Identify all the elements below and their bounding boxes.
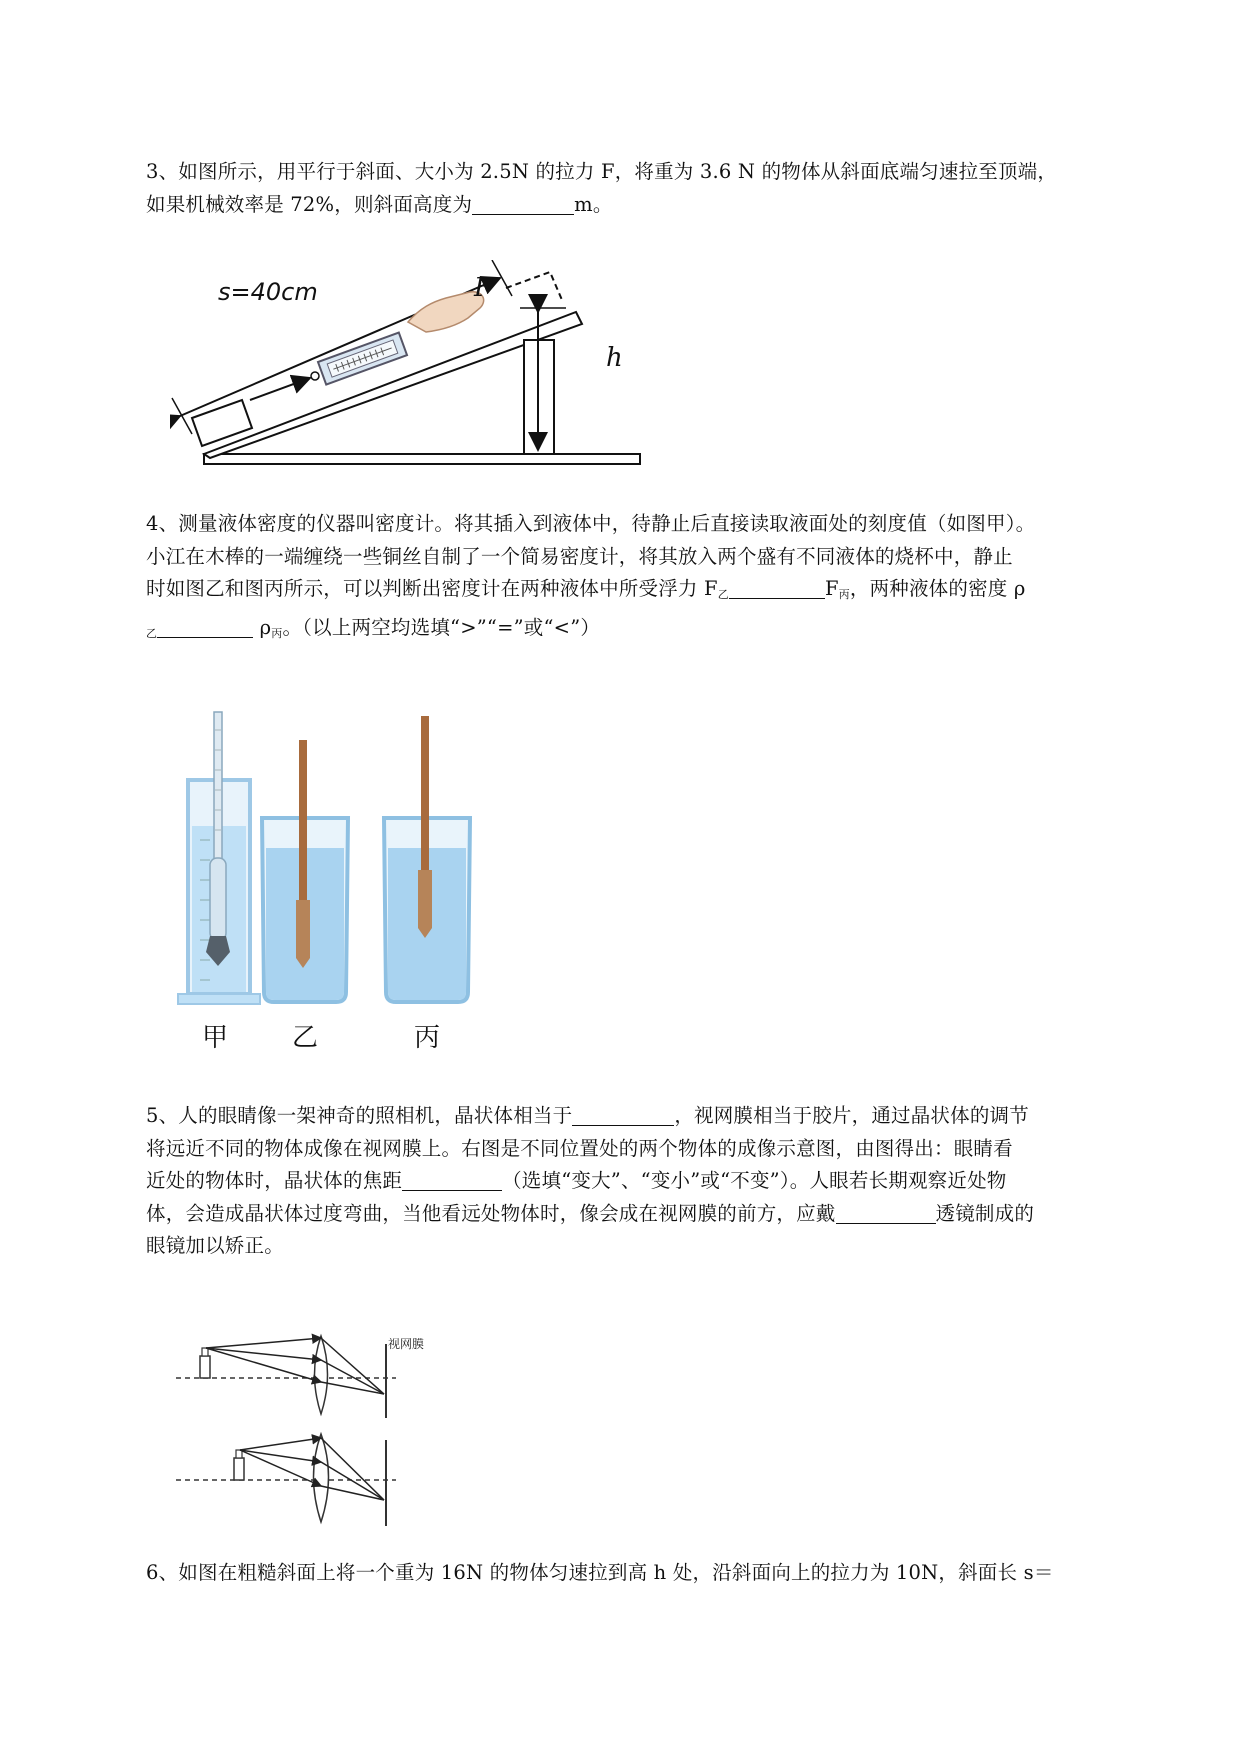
q4-line-1: 4、测量液体密度的仪器叫密度计。将其插入到液体中，待静止后直接读取液面处的刻度值（如图甲）。 [146, 512, 1036, 535]
q5-line-3-tail: （选填“变大”、“变小”或“不变”）。人眼若长期观察近处物 [502, 1169, 1007, 1192]
q5-line-3 [146, 1165, 1156, 1198]
block-final-dashed [506, 272, 562, 300]
question-4 [146, 508, 1156, 650]
incline-figure [170, 260, 650, 480]
q3-line-2-unit: m。 [574, 192, 613, 216]
answer-blank-focal[interactable] [402, 1168, 502, 1191]
q4-line-4 [146, 612, 1156, 651]
subscript-bing-2: 丙 [271, 626, 283, 640]
q3-line-2-text: 如果机械效率是 72%，则斜面高度为 [146, 192, 473, 216]
q5-line-4-tail: 透镜制成的 [935, 1201, 1035, 1225]
q5-line-4-text: 体，会造成晶状体过度弯曲，当他看远处物体时，像会成在视网膜的前方，应戴 [146, 1201, 836, 1225]
hydrometer-figure [170, 700, 550, 1060]
answer-blank-lens[interactable] [572, 1103, 674, 1126]
label-yi: 乙 [292, 1023, 319, 1053]
spring-scale [318, 333, 407, 385]
q4-rho-symbol: ρ [259, 615, 272, 639]
q4-f-symbol: F [824, 577, 839, 600]
q4-line-3-tail: ，两种液体的密度 ρ [849, 577, 1026, 600]
hydrometer-jia [214, 712, 222, 862]
label-s: s=40cm [218, 278, 318, 306]
subscript-yi-2: 乙 [146, 626, 158, 640]
subscript-bing: 丙 [838, 588, 850, 601]
q5-line-1 [146, 1100, 1156, 1133]
hand-icon [408, 292, 484, 332]
eye-optics-figure [170, 1330, 470, 1530]
q4-line-4-tail: 。（以上两空均选填“>”“=”或“<”） [282, 615, 601, 639]
q4-line-2: 小江在木棒的一端缠绕一些铜丝自制了一个简易密度计，将其放入两个盛有不同液体的烧杯中，静止 [146, 544, 1013, 568]
label-jia: 甲 [202, 1023, 229, 1053]
q5-line-5: 眼镜加以矫正。 [146, 1234, 284, 1257]
q6-line-1: 6、如图在粗糙斜面上将一个重为 16N 的物体匀速拉到高 h 处，沿斜面向上的拉力为 10N，斜面长 s＝ [146, 1561, 1054, 1584]
answer-blank-density[interactable] [157, 615, 253, 638]
q4-line-3 [146, 573, 1156, 612]
label-bing: 丙 [414, 1023, 441, 1053]
q3-line-2 [146, 189, 1156, 222]
q3-line-1: 3、如图所示，用平行于斜面、大小为 2.5N 的拉力 F，将重为 3.6 N 的物体从斜面底端匀速拉至顶端， [146, 160, 1058, 183]
q5-line-4 [146, 1198, 1156, 1231]
question-6 [146, 1557, 1156, 1590]
q5-line-3-text: 近处的物体时，晶状体的焦距 [146, 1169, 403, 1192]
q5-line-1-text: 5、人的眼睛像一架神奇的照相机，晶状体相当于 [146, 1104, 573, 1127]
subscript-yi: 乙 [717, 588, 729, 601]
label-f: F [474, 273, 493, 303]
q4-line-3-text: 时如图乙和图丙所示，可以判断出密度计在两种液体中所受浮力 F [146, 577, 718, 600]
q5-line-1-tail: ，视网膜相当于胶片，通过晶状体的调节 [674, 1104, 1029, 1127]
q5-line-2: 将远近不同的物体成像在视网膜上。右图是不同位置处的两个物体的成像示意图，由图得出：眼睛看 [146, 1136, 1013, 1160]
answer-blank-buoyancy[interactable] [729, 576, 825, 599]
answer-blank-height[interactable] [472, 192, 574, 215]
question-5 [146, 1100, 1156, 1263]
answer-blank-lens-type[interactable] [836, 1201, 936, 1224]
label-h: h [606, 343, 623, 373]
label-retina: 视网膜 [388, 1337, 425, 1351]
incline-base [204, 454, 640, 464]
question-3 [146, 156, 1156, 221]
